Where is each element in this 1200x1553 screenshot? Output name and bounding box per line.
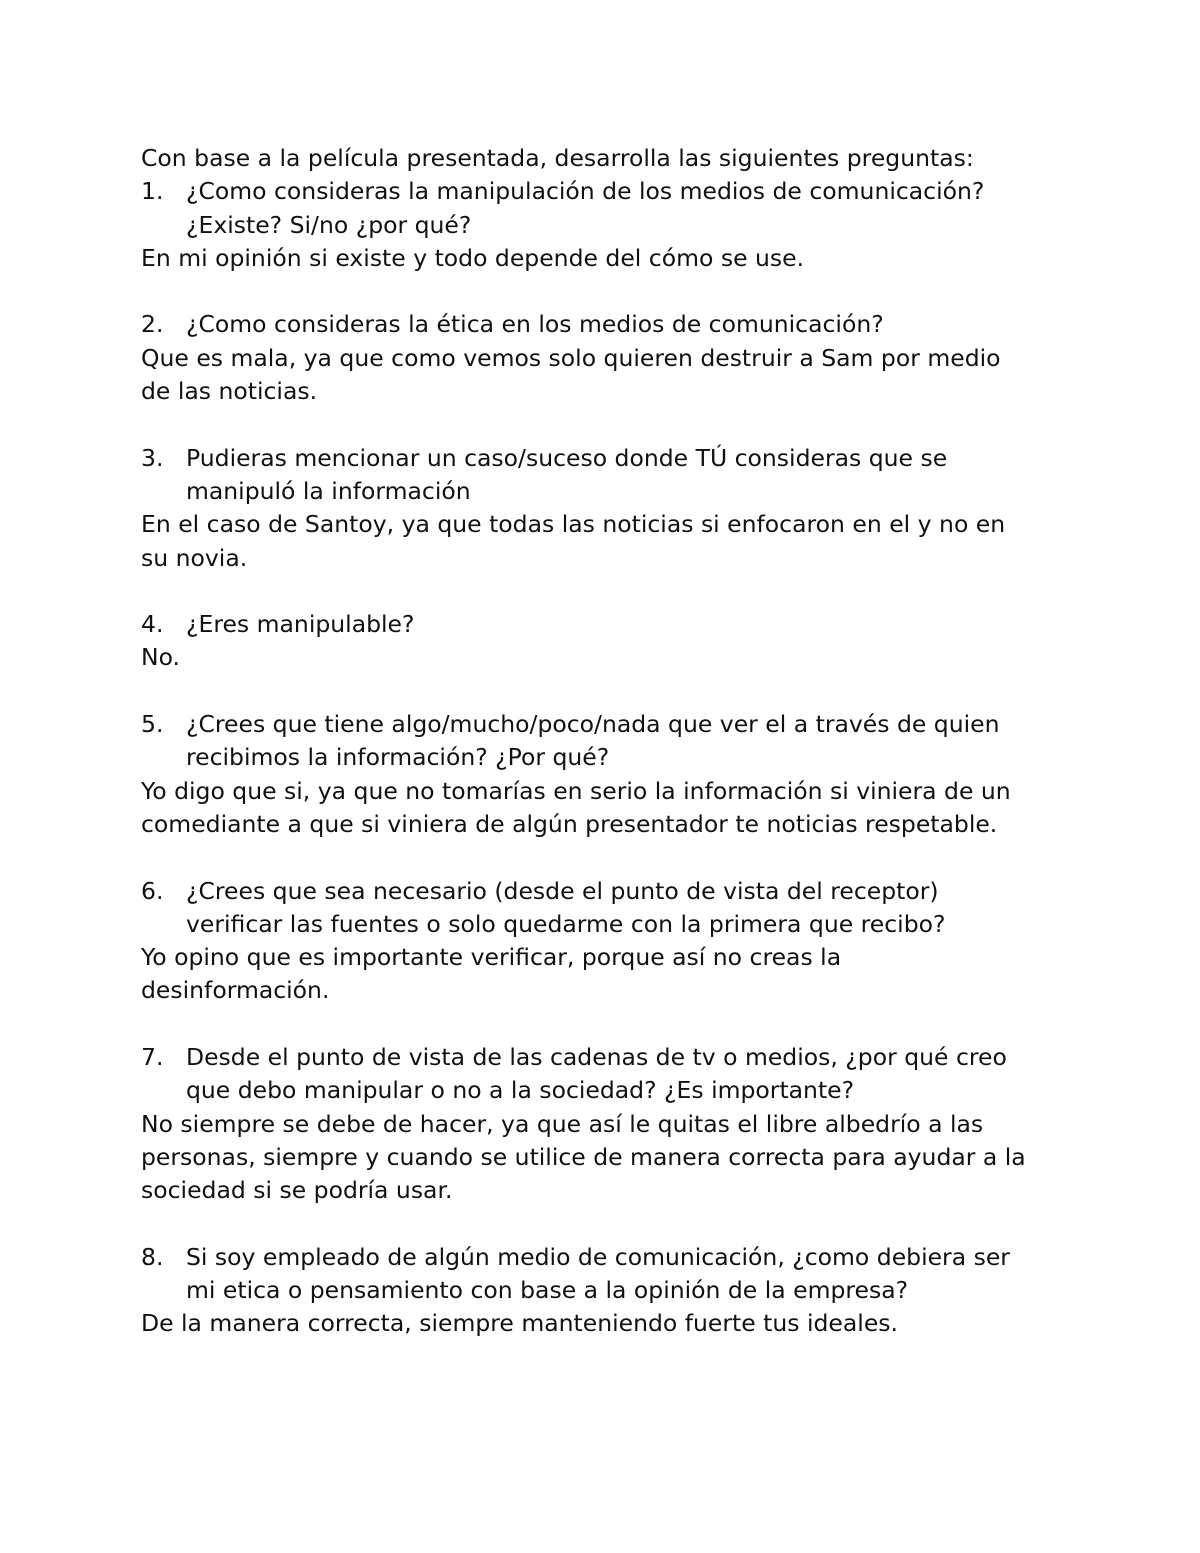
- qa-list: [141, 175, 1081, 1340]
- intro-text: Con base a la película presentada, desarrolla las siguientes preguntas:: [141, 144, 974, 172]
- question-line: mi etica o pensamiento con base a la opinión de la empresa?: [186, 1276, 909, 1305]
- question-text: [186, 708, 1081, 775]
- answer: [141, 775, 1081, 842]
- question-text: [186, 442, 1081, 509]
- answer-line: sociedad si se podría usar.: [141, 1176, 453, 1205]
- answer: [141, 242, 1081, 275]
- question-number: 4.: [141, 610, 164, 639]
- question-number: 8.: [141, 1242, 164, 1271]
- answer-line: su novia.: [141, 543, 248, 572]
- qa-item: [141, 875, 1081, 1008]
- question: [141, 308, 1081, 341]
- answer: [141, 342, 1081, 409]
- answer: [141, 941, 1081, 1008]
- answer: [141, 1307, 1081, 1340]
- question-number: 6.: [141, 876, 164, 905]
- question-line: ¿Crees que tiene algo/mucho/poco/nada que ver el a través de quien: [186, 710, 1000, 739]
- question-line: verificar las fuentes o solo quedarme con la primera que recibo?: [186, 909, 946, 938]
- qa-item: [141, 442, 1081, 575]
- answer-line: En mi opinión si existe y todo depende del cómo se use.: [141, 243, 805, 272]
- answer: [141, 641, 1081, 674]
- question-line: ¿Como consideras la manipulación de los medios de comunicación?: [186, 177, 985, 206]
- answer-line: personas, siempre y cuando se utilice de manera correcta para ayudar a la: [141, 1142, 1026, 1171]
- question-number: 7.: [141, 1043, 164, 1072]
- qa-item: [141, 175, 1081, 275]
- question: [141, 875, 1081, 942]
- question-text: [186, 175, 1081, 242]
- answer-line: Yo digo que si, ya que no tomarías en serio la información si viniera de un: [141, 776, 1011, 805]
- answer-line: de las noticias.: [141, 377, 318, 406]
- question-line: ¿Como consideras la ética en los medios de comunicación?: [186, 310, 884, 339]
- question: [141, 608, 1081, 641]
- answer-line: comediante a que si viniera de algún presentador te noticias respetable.: [141, 809, 998, 838]
- question: [141, 1041, 1081, 1108]
- qa-item: [141, 1041, 1081, 1207]
- qa-item: [141, 1241, 1081, 1341]
- question-line: que debo manipular o no a la sociedad? ¿Es importante?: [186, 1076, 855, 1105]
- question-line: ¿Existe? Si/no ¿por qué?: [186, 210, 472, 239]
- qa-item: [141, 308, 1081, 408]
- question-text: [186, 1041, 1081, 1108]
- question-number: 5.: [141, 710, 164, 739]
- question: [141, 1241, 1081, 1308]
- answer-line: Yo opino que es importante verificar, porque así no creas la: [141, 943, 842, 972]
- question-number: 3.: [141, 443, 164, 472]
- question-text: [186, 608, 1081, 641]
- question-text: [186, 308, 1081, 341]
- question: [141, 175, 1081, 242]
- answer-line: No siempre se debe de hacer, ya que así le quitas el libre albedrío a las: [141, 1109, 984, 1138]
- question-line: ¿Crees que sea necesario (desde el punto de vista del receptor): [186, 876, 939, 905]
- question-line: ¿Eres manipulable?: [186, 610, 415, 639]
- document-page: [141, 142, 1081, 1374]
- question-line: recibimos la información? ¿Por qué?: [186, 743, 610, 772]
- answer-line: En el caso de Santoy, ya que todas las noticias si enfocaron en el y no en: [141, 510, 1006, 539]
- answer-line: desinformación.: [141, 976, 330, 1005]
- answer-line: No.: [141, 643, 181, 672]
- question-text: [186, 875, 1081, 942]
- question: [141, 442, 1081, 509]
- question-line: Desde el punto de vista de las cadenas de tv o medios, ¿por qué creo: [186, 1043, 1007, 1072]
- question: [141, 708, 1081, 775]
- qa-item: [141, 708, 1081, 841]
- answer: [141, 508, 1081, 575]
- question-line: manipuló la información: [186, 476, 471, 505]
- question-line: Pudieras mencionar un caso/suceso donde TÚ consideras que se: [186, 443, 948, 472]
- answer-line: Que es mala, ya que como vemos solo quieren destruir a Sam por medio: [141, 343, 1001, 372]
- answer-line: De la manera correcta, siempre manteniendo fuerte tus ideales.: [141, 1309, 898, 1338]
- question-number: 1.: [141, 177, 164, 206]
- question-text: [186, 1241, 1081, 1308]
- answer: [141, 1108, 1081, 1208]
- question-line: Si soy empleado de algún medio de comunicación, ¿como debiera ser: [186, 1242, 1010, 1271]
- qa-item: [141, 608, 1081, 675]
- question-number: 2.: [141, 310, 164, 339]
